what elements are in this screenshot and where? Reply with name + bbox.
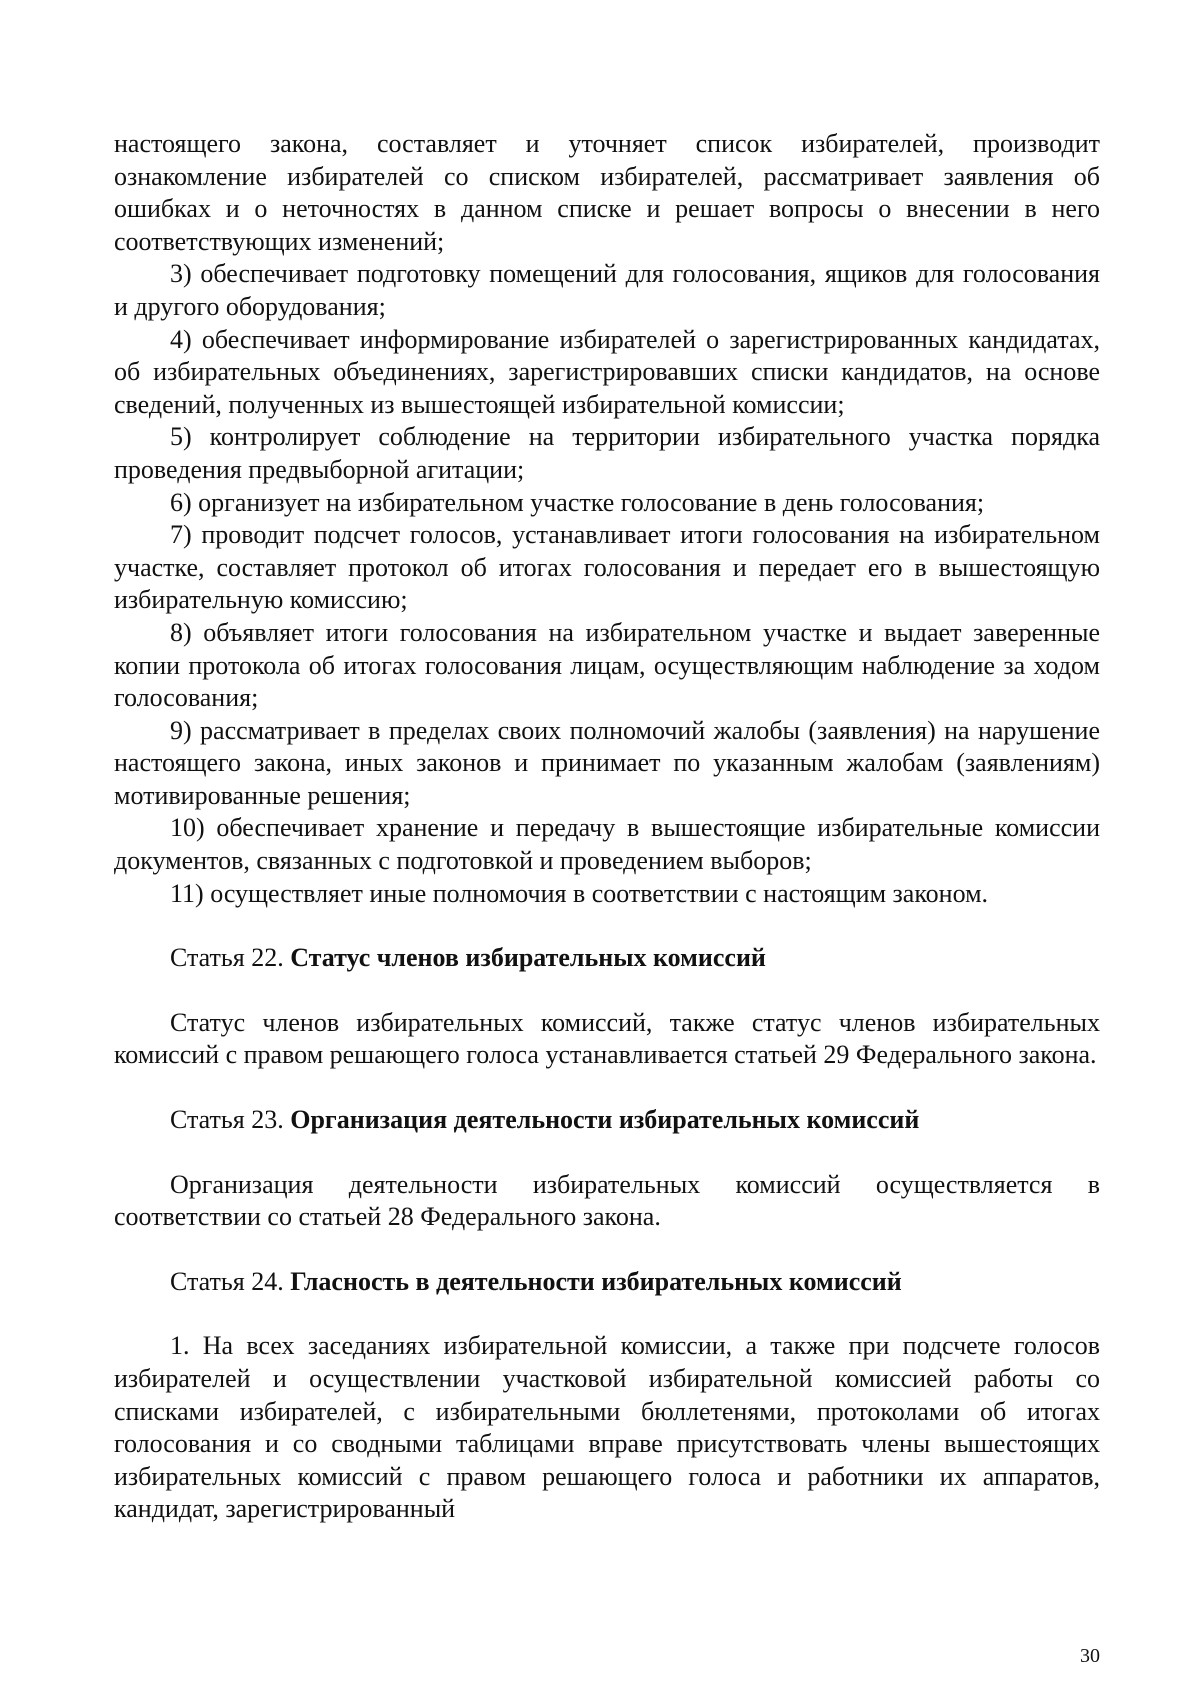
- list-item-9: 9) рассматривает в пределах своих полномочий жалобы (заявления) на нарушение настоящего закона, иных законов и принимает по указанным жалобам (заявлениям) мотивированные решения;: [114, 715, 1100, 810]
- article-24-text: 1. На всех заседаниях избирательной комиссии, а также при подсчете голосов избирателей и осуществлении участковой избирательной комиссией работы со списками избирателей, с избирательными бюллетенями, протоколами об итогах голосования и со сводными таблицами вправе присутствовать члены вышестоящих избирательных комиссий с правом решающего голоса и работники их аппаратов, кандидат, зарегистрированный: [114, 1331, 1100, 1524]
- list-item-5: 5) контролирует соблюдение на территории избирательного участка порядка проведения предвыборной агитации;: [114, 422, 1100, 484]
- paragraph-continuation: настоящего закона, составляет и уточняет список избирателей, производит ознакомление избирателей со списком избирателей, рассматривает заявления об ошибках и о неточностях в данном списке и решает вопросы о внесении в него соответствующих изменений;: [114, 129, 1100, 256]
- article-23-heading: [114, 1104, 1100, 1137]
- list-item-11: 11) осуществляет иные полномочия в соответствии с настоящим законом.: [170, 878, 989, 908]
- list-item-6: 6) организует на избирательном участке голосование в день голосования;: [170, 487, 985, 517]
- document-body: [114, 128, 1100, 1526]
- list-item-4: 4) обеспечивает информирование избирателей о зарегистрированных кандидатах, об избирательных объединениях, зарегистрировавших списки кандидатов, на основе сведений, полученных из вышестоящей избирательной комиссии;: [114, 324, 1100, 419]
- article-22-title: Статус членов избирательных комиссий: [290, 943, 766, 973]
- list-item-7: 7) проводит подсчет голосов, устанавливает итоги голосования на избирательном участке, составляет протокол об итогах голосования и передает его в вышестоящую избирательную комиссию;: [114, 520, 1100, 615]
- article-22-prefix: Статья 22.: [170, 943, 291, 973]
- list-item-8: 8) объявляет итоги голосования на избирательном участке и выдает заверенные копии протокола об итогах голосования лицам, осуществляющим наблюдение за ходом голосования;: [114, 617, 1100, 713]
- article-24-heading: [114, 1266, 1100, 1299]
- article-24-title: Гласность в деятельности избирательных комиссий: [290, 1266, 902, 1296]
- article-23-title: Организация деятельности избирательных комиссий: [290, 1105, 920, 1135]
- article-23-prefix: Статья 23.: [170, 1105, 291, 1135]
- article-23-text: Организация деятельности избирательных комиссий осуществляется в соответствии со статьей 28 Федерального закона.: [114, 1169, 1100, 1232]
- list-item-3: 3) обеспечивает подготовку помещений для голосования, ящиков для голосования и другого оборудования;: [114, 259, 1100, 321]
- article-22-heading: [114, 942, 1100, 975]
- article-24-prefix: Статья 24.: [170, 1266, 291, 1296]
- page-number: 30: [1080, 1645, 1100, 1667]
- article-22-text: Статус членов избирательных комиссий, также статус членов избирательных комиссий с правом решающего голоса устанавливается статьей 29 Федерального закона.: [114, 1007, 1100, 1070]
- list-item-10: 10) обеспечивает хранение и передачу в вышестоящие избирательные комиссии документов, связанных с подготовкой и проведением выборов;: [114, 813, 1100, 876]
